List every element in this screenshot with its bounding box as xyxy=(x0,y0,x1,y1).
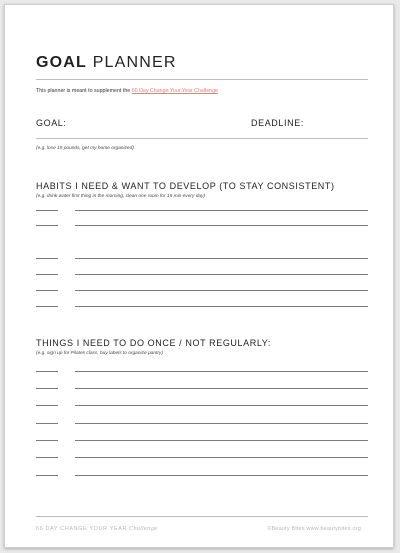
habit-entry-line[interactable] xyxy=(75,210,368,211)
task-entry-line[interactable] xyxy=(75,457,368,458)
task-entry-line[interactable] xyxy=(75,405,368,406)
habit-check-line[interactable] xyxy=(36,306,58,307)
habit-check-line[interactable] xyxy=(36,225,58,226)
habit-entry-line[interactable] xyxy=(75,274,368,275)
goal-hint: (e.g. lose 15 pounds, get my home organized) xyxy=(36,146,134,151)
habits-hint: (e.g. drink water first thing in the morning, clean one room for 15 min every day) xyxy=(36,194,206,199)
footer-left-text: 66 DAY CHANGE YOUR YEAR xyxy=(36,526,130,532)
habit-entry-line[interactable] xyxy=(75,225,368,226)
intro-sentence: This planner is meant to supplement the xyxy=(36,88,132,94)
habit-entry-line[interactable] xyxy=(75,290,368,291)
title-light: PLANNER xyxy=(92,54,177,71)
habit-check-line[interactable] xyxy=(36,290,58,291)
task-entry-line[interactable] xyxy=(75,423,368,424)
challenge-link[interactable]: 66 Day Change Your Year Challenge xyxy=(131,88,218,94)
task-check-line[interactable] xyxy=(36,388,58,389)
task-check-line[interactable] xyxy=(36,457,58,458)
task-check-line[interactable] xyxy=(36,371,58,372)
goal-planner-page xyxy=(4,4,394,548)
footer-left-script: Challenge xyxy=(129,526,158,532)
task-check-line[interactable] xyxy=(36,423,58,424)
habit-check-line[interactable] xyxy=(36,274,58,275)
footer-challenge-name xyxy=(36,526,157,532)
intro-text xyxy=(36,88,218,94)
task-entry-line[interactable] xyxy=(75,440,368,441)
task-check-line[interactable] xyxy=(36,440,58,441)
title-divider xyxy=(36,79,368,80)
footer-divider xyxy=(36,516,368,517)
habit-entry-line[interactable] xyxy=(75,306,368,307)
goal-line[interactable] xyxy=(36,138,368,139)
task-entry-line[interactable] xyxy=(75,475,368,476)
footer-copyright: ©Beauty Bites www.beautybites.org xyxy=(267,526,361,532)
once-hint: (e.g. sign up for Pilates class, buy labels to organize pantry) xyxy=(36,351,163,356)
deadline-label: DEADLINE: xyxy=(251,118,304,128)
habits-heading: HABITS I NEED & WANT TO DEVELOP (TO STAY CONSISTENT) xyxy=(36,181,335,191)
task-entry-line[interactable] xyxy=(75,371,368,372)
task-check-line[interactable] xyxy=(36,405,58,406)
task-entry-line[interactable] xyxy=(75,388,368,389)
habit-check-line[interactable] xyxy=(36,210,58,211)
page-title xyxy=(36,54,177,72)
goal-label: GOAL: xyxy=(36,118,67,128)
title-bold: GOAL xyxy=(36,54,88,71)
habit-check-line[interactable] xyxy=(36,258,58,259)
once-heading: THINGS I NEED TO DO ONCE / NOT REGULARLY: xyxy=(36,338,271,348)
task-check-line[interactable] xyxy=(36,475,58,476)
habit-entry-line[interactable] xyxy=(75,258,368,259)
